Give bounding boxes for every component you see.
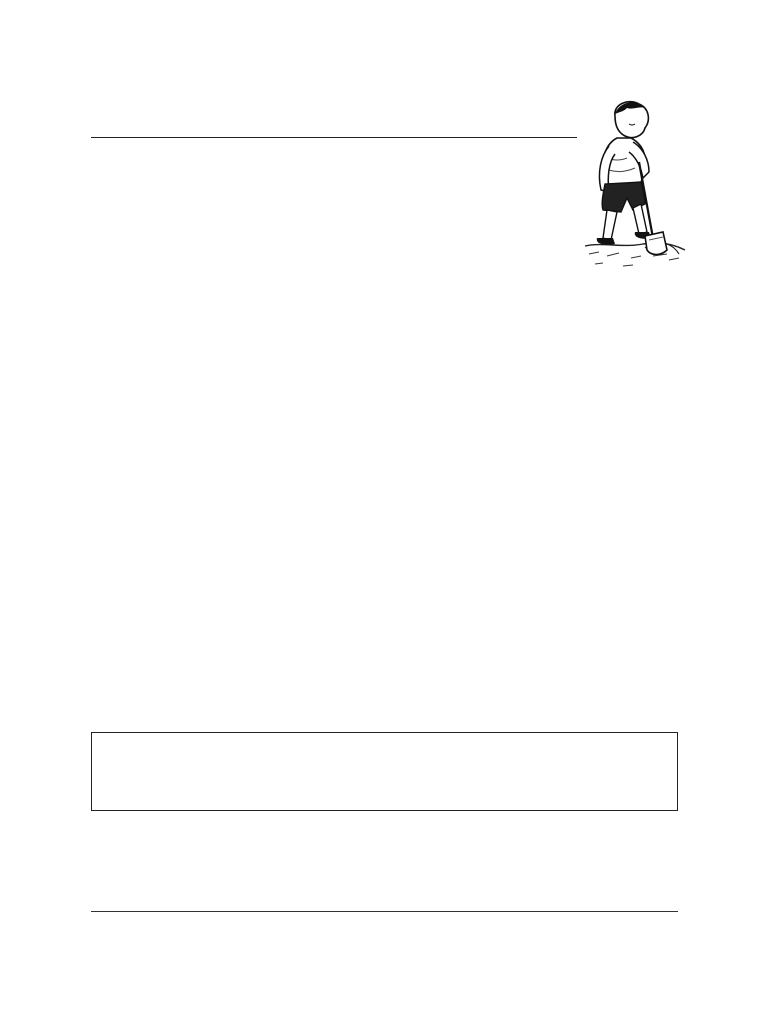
word-list-box: [91, 732, 678, 811]
title-divider: [91, 137, 577, 138]
footer-divider: [91, 911, 678, 912]
boy-digging-illustration: [583, 98, 687, 272]
